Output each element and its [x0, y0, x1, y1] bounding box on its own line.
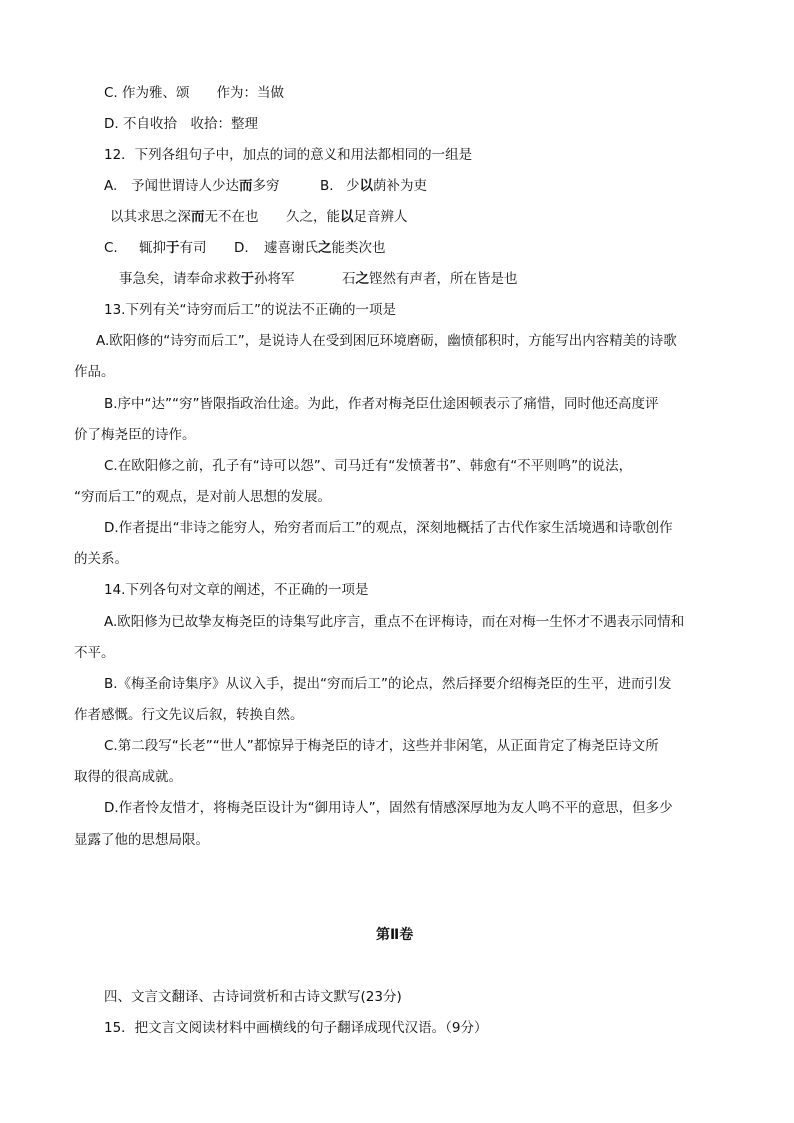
q15-stem: 15．把文言文阅读材料中画横线的句子翻译成现代汉语。（9分） [104, 1020, 488, 1036]
q12-stem: 12．下列各组句子中，加点的词的意义和用法都相同的一组是 [104, 147, 473, 163]
q12-a2-post: 无不在也 [204, 209, 259, 225]
q12-c1-pre: 辄抑 [139, 240, 166, 256]
q12-b2-post: 足音辨人 [353, 209, 408, 225]
q14-option-d-cont: 显露了他的思想局限。 [74, 832, 209, 848]
q12-d1-emphasis: 之 [318, 240, 332, 256]
q12-b1-emphasis: 以 [359, 178, 373, 194]
q13-option-d-cont: 的关系。 [74, 551, 128, 567]
q12-c2-emphasis: 于 [240, 271, 254, 287]
q12-c1-post: 有司 [179, 240, 207, 256]
q12-a1-pre: 予闻世谓诗人少达 [131, 178, 239, 194]
q14-stem: 14.下列各句对文章的阐述，不正确的一项是 [104, 582, 369, 598]
q12-c1-emphasis: 于 [166, 240, 180, 256]
q12-a1-post: 多穷 [252, 178, 280, 194]
q14-option-d: D.作者怜友惜才，将梅尧臣设计为“御用诗人”，固然有情感深厚地为友人鸣不平的意思，但多少 [104, 800, 673, 816]
q12-option-c-sentence-2 [119, 269, 295, 289]
q13-option-c: C.在欧阳修之前，孔子有“诗可以怨”、司马迁有“发愤著书”、韩愈有“不平则鸣”的说法， [104, 458, 633, 474]
q14-option-b-cont: 作者感慨。行文先议后叙，转换自然。 [74, 707, 304, 723]
q12-b1-post: 荫补为吏 [373, 178, 427, 194]
q13-option-b-cont: 价了梅尧臣的诗作。 [74, 427, 196, 443]
q12-c2-post: 孙将军 [254, 271, 295, 287]
q12-option-b-sentence-2 [286, 207, 408, 227]
q12-d2-pre: 石 [342, 271, 356, 287]
q12-option-d-sentence-2 [342, 269, 518, 289]
q14-option-c-cont: 取得的很高成就。 [74, 769, 182, 785]
q12-option-c-sentence-1 [139, 238, 207, 258]
q12-option-a-sentence-1 [131, 176, 280, 196]
q12-d2-emphasis: 之 [355, 271, 369, 287]
q12-option-a-sentence-2 [110, 207, 259, 227]
q13-stem: 13.下列有关“诗穷而后工”的说法不正确的一项是 [104, 302, 396, 318]
q13-option-a: A.欧阳修的“诗穷而后工”，是说诗人在受到困厄环境磨砺，幽愤郁积时，方能写出内容精美的诗歌 [96, 333, 677, 349]
q12-d2-post: 铿然有声者，所在皆是也 [369, 271, 518, 287]
q13-option-d: D.作者提出“非诗之能穷人，殆穷者而后工”的观点，深刻地概括了古代作家生活境遇和诗歌创作 [104, 520, 673, 536]
q12-c2-pre: 事急矣，请奉命求救 [119, 271, 241, 287]
q13-option-c-cont: “穷而后工”的观点，是对前人思想的发展。 [74, 489, 331, 505]
q12-option-b-label: B. [320, 178, 334, 194]
q12-d1-post: 能类次也 [331, 240, 386, 256]
q12-option-c-label: C. [104, 240, 118, 256]
q11-option-c: C. 作为雅、颂 作为：当做 [104, 85, 285, 101]
q13-option-b: B.序中“达”“穷”皆限指政治仕途。为此，作者对梅尧臣仕途困顿表示了痛惜，同时他还高度评 [104, 396, 659, 412]
section4-heading: 四、文言文翻译、古诗词赏析和古诗文默写(23分) [104, 989, 402, 1005]
q14-option-b: B.《梅圣俞诗集序》从议入手，提出“穷而后工”的论点，然后择要介绍梅尧臣的生平，进而引发 [104, 676, 672, 692]
q14-option-a-cont: 不平。 [74, 645, 115, 661]
q12-d1-pre: 遽喜谢氏 [264, 240, 318, 256]
q12-a2-emphasis: 而 [191, 209, 205, 225]
q12-a1-emphasis: 而 [239, 178, 253, 194]
q12-b1-pre: 少 [346, 178, 360, 194]
q14-option-a: A.欧阳修为已故挚友梅尧臣的诗集写此序言，重点不在评梅诗，而在对梅一生怀才不遇表示同情和 [104, 614, 685, 630]
q12-b2-pre: 久之，能 [286, 209, 340, 225]
q12-option-a-label: A. [104, 178, 118, 194]
q12-option-b-sentence-1 [346, 176, 427, 196]
q11-option-d: D. 不自收拾 收拾：整理 [104, 116, 258, 132]
q12-b2-emphasis: 以 [340, 209, 354, 225]
q12-a2-pre: 以其求思之深 [110, 209, 191, 225]
q12-option-d-label: D. [234, 240, 249, 256]
q13-option-a-cont: 作品。 [74, 364, 115, 380]
part2-title: 第Ⅱ卷 [376, 927, 414, 943]
q12-option-d-sentence-1 [264, 238, 386, 258]
q14-option-c: C.第二段写“长老”“世人”都惊异于梅尧臣的诗才，这些并非闲笔，从正面肯定了梅尧臣诗文所 [104, 738, 659, 754]
